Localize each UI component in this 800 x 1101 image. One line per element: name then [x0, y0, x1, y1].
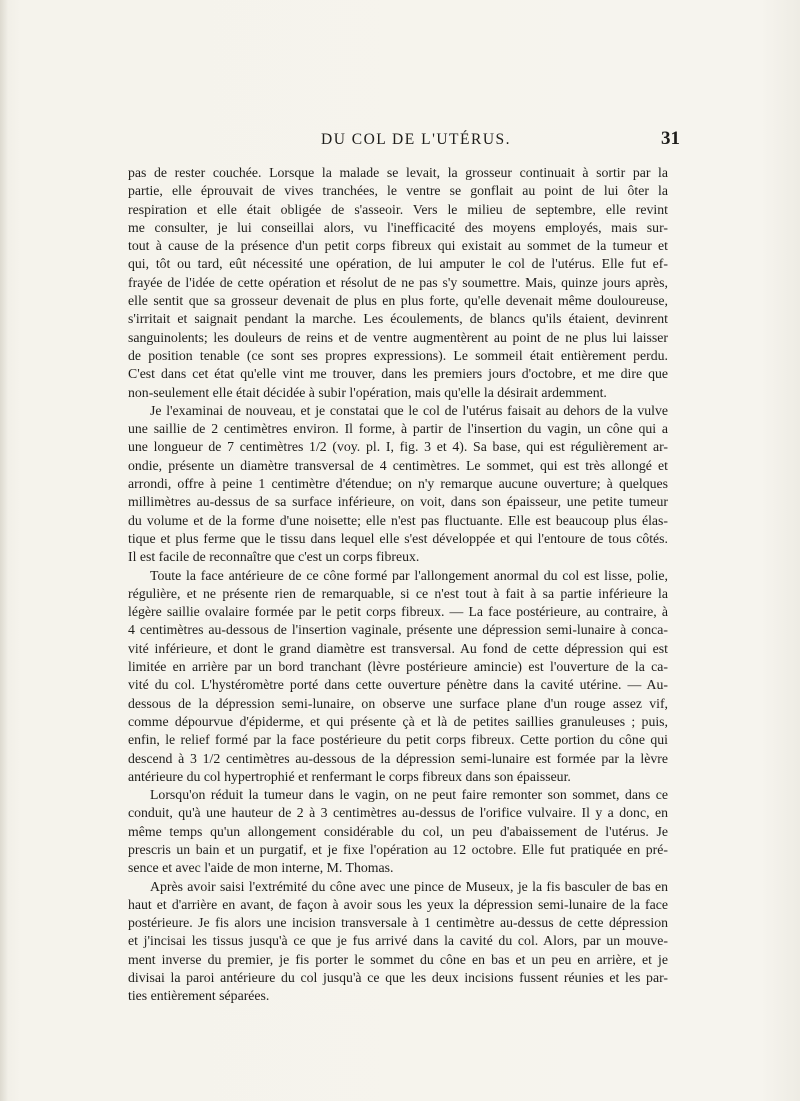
- text-line: et j'incisai les tissus jusqu'à ce que je fus arrivé dans la cavité du col. Alors, par un mouve-: [128, 933, 668, 949]
- page-number: 31: [661, 128, 680, 149]
- text-line: elle sentit que sa grosseur devenait de plus en plus forte, qu'elle devenait même douloureuse,: [128, 293, 668, 309]
- text-line: vité inférieure, et dont le grand diamètre est transversal. Au fond de cette dépression qui est: [128, 640, 668, 656]
- text-line: tique et plus ferme que le tissu dans lequel elle s'est développée et qui l'entoure de tous côtés.: [128, 530, 668, 546]
- text-line: Il est facile de reconnaître que c'est un corps fibreux.: [128, 549, 420, 565]
- text-line: 4 centimètres au-dessous de l'insertion vaginale, présente une dépression semi-lunaire à conca-: [128, 622, 668, 638]
- text-line: arrondi, offre à peine 1 centimètre d'étendue; on n'y remarque aucune ouverture; à quelques: [128, 476, 668, 492]
- text-line: Après avoir saisi l'extrémité du cône avec une pince de Museux, je la fis basculer de bas en: [150, 878, 668, 894]
- running-head: [0, 128, 800, 153]
- text-line: C'est dans cet état qu'elle vint me trouver, dans les premiers jours d'octobre, et me dire que: [128, 366, 668, 382]
- text-line: me consulter, je lui conseillai alors, vu l'inefficacité des moyens employés, mais sur-: [128, 219, 668, 235]
- text-line: divisai la paroi antérieure du col jusqu'à ce que les deux incisions fussent réunies et les par-: [128, 970, 668, 986]
- text-line: postérieure. Je fis alors une incision transversale à 1 centimètre au-dessus de cette dépression: [128, 915, 668, 931]
- text-line: ondie, présente un diamètre transversal de 4 centimètres. Le sommet, qui est très allongé et: [128, 457, 668, 473]
- text-line: du volume et de la forme d'une noisette; elle n'est pas fluctuante. Elle est beaucoup plus élas-: [128, 512, 668, 528]
- body-text: [128, 164, 668, 1006]
- text-line: partie, elle éprouvait de vives tranchées, le ventre se gonflait au point de lui ôter la: [128, 183, 668, 199]
- text-line: respiration et elle était obligée de s'asseoir. Vers le milieu de septembre, elle revint: [128, 201, 668, 217]
- text-line: frayée de l'idée de cette opération et résolut de ne pas s'y soumettre. Mais, quinze jours après,: [128, 274, 668, 290]
- text-line: comme dépourvue d'épiderme, et qui présente çà et là de petites saillies granuleuses ; puis,: [128, 713, 668, 729]
- text-line: une saillie de 2 centimètres environ. Il forme, à partir de l'insertion du vagin, un cône qui a: [128, 421, 668, 437]
- text-line: pas de rester couchée. Lorsque la malade se levait, la grosseur continuait à sortir par la: [128, 165, 668, 180]
- text-line: vité du col. L'hystéromètre porté dans cette ouverture pénètre dans la cavité utérine. — Au-: [128, 677, 668, 693]
- text-line: conduit, qu'à une hauteur de 2 à 3 centimètres au-dessus de l'orifice vulvaire. Il y a donc, en: [128, 805, 668, 821]
- text-line: Toute la face antérieure de ce cône formé par l'allongement anormal du col est lisse, polie,: [150, 567, 668, 583]
- text-line: prescris un bain et un purgatif, et je fixe l'opération au 12 octobre. Elle fut pratiquée en pré-: [128, 841, 668, 857]
- text-line: tout à cause de la présence d'un petit corps fibreux qui existait au sommet de la tumeur et: [128, 238, 668, 254]
- text-line: ties entièrement séparées.: [128, 988, 270, 1004]
- text-line: non-seulement elle était décidée à subir l'opération, mais qu'elle la désirait ardemment.: [128, 384, 607, 400]
- page-edge-shadow: [0, 0, 8, 1101]
- text-line: régulière, et ne présente rien de remarquable, si ce n'est tout à fait à sa partie inférieure la: [128, 585, 668, 601]
- text-line: millimètres au-dessus de sa surface inférieure, on voit, dans son épaisseur, une petite tumeur: [128, 494, 668, 510]
- text-line: légère saillie ovalaire formée par le petit corps fibreux. — La face postérieure, au contraire, à: [128, 604, 668, 620]
- text-line: qui, tôt ou tard, eût nécessité une opération, de lui amputer le col de l'utérus. Elle fut ef-: [128, 256, 668, 272]
- text-line: même temps qu'un allongement considérable du col, un peu d'abaissement de l'utérus. Je: [128, 823, 668, 839]
- text-line: une longueur de 7 centimètres 1/2 (voy. pl. I, fig. 3 et 4). Sa base, qui est régulièrement ar-: [128, 439, 668, 455]
- text-line: ment inverse du premier, je fis porter le sommet du cône en bas et un peu en arrière, et je: [128, 951, 668, 967]
- text-line: dessous de la dépression semi-lunaire, on observe une surface plane d'un rouge assez vif,: [128, 695, 668, 711]
- text-line: de position tenable (ce sont ses propres expressions). Le sommeil était entièrement perdu.: [128, 347, 668, 363]
- text-line: Lorsqu'on réduit la tumeur dans le vagin, on ne peut faire remonter son sommet, dans ce: [150, 787, 668, 803]
- text-line: Je l'examinai de nouveau, et je constatai que le col de l'utérus faisait au dehors de la vulve: [150, 402, 668, 418]
- running-head-title: DU COL DE L'UTÉRUS.: [321, 131, 512, 148]
- text-line: sanguinolents; les douleurs de reins et de ventre augmentèrent au point de ne plus lui laisser: [128, 329, 668, 345]
- text-line: descend à 3 1/2 centimètres au-dessous de la dépression semi-lunaire est formée par la lèvre: [128, 750, 668, 766]
- text-line: s'irritait et saignait pendant la marche. Les écoulements, de blancs qu'ils étaient, devinrent: [128, 311, 668, 327]
- text-line: limitée en arrière par un bord tranchant (lèvre postérieure amincie) est l'ouverture de la ca-: [128, 659, 668, 675]
- text-line: sence et avec l'aide de mon interne, M. Thomas.: [128, 860, 394, 876]
- text-line: antérieure du col hypertrophié et renfermant le corps fibreux dans son épaisseur.: [128, 768, 571, 784]
- text-line: haut et d'arrière en avant, de façon à avoir sous les yeux la dépression semi-lunaire de la face: [128, 896, 668, 912]
- text-line: enfin, le relief formé par la face postérieure du petit corps fibreux. Cette portion du cône qui: [128, 732, 668, 748]
